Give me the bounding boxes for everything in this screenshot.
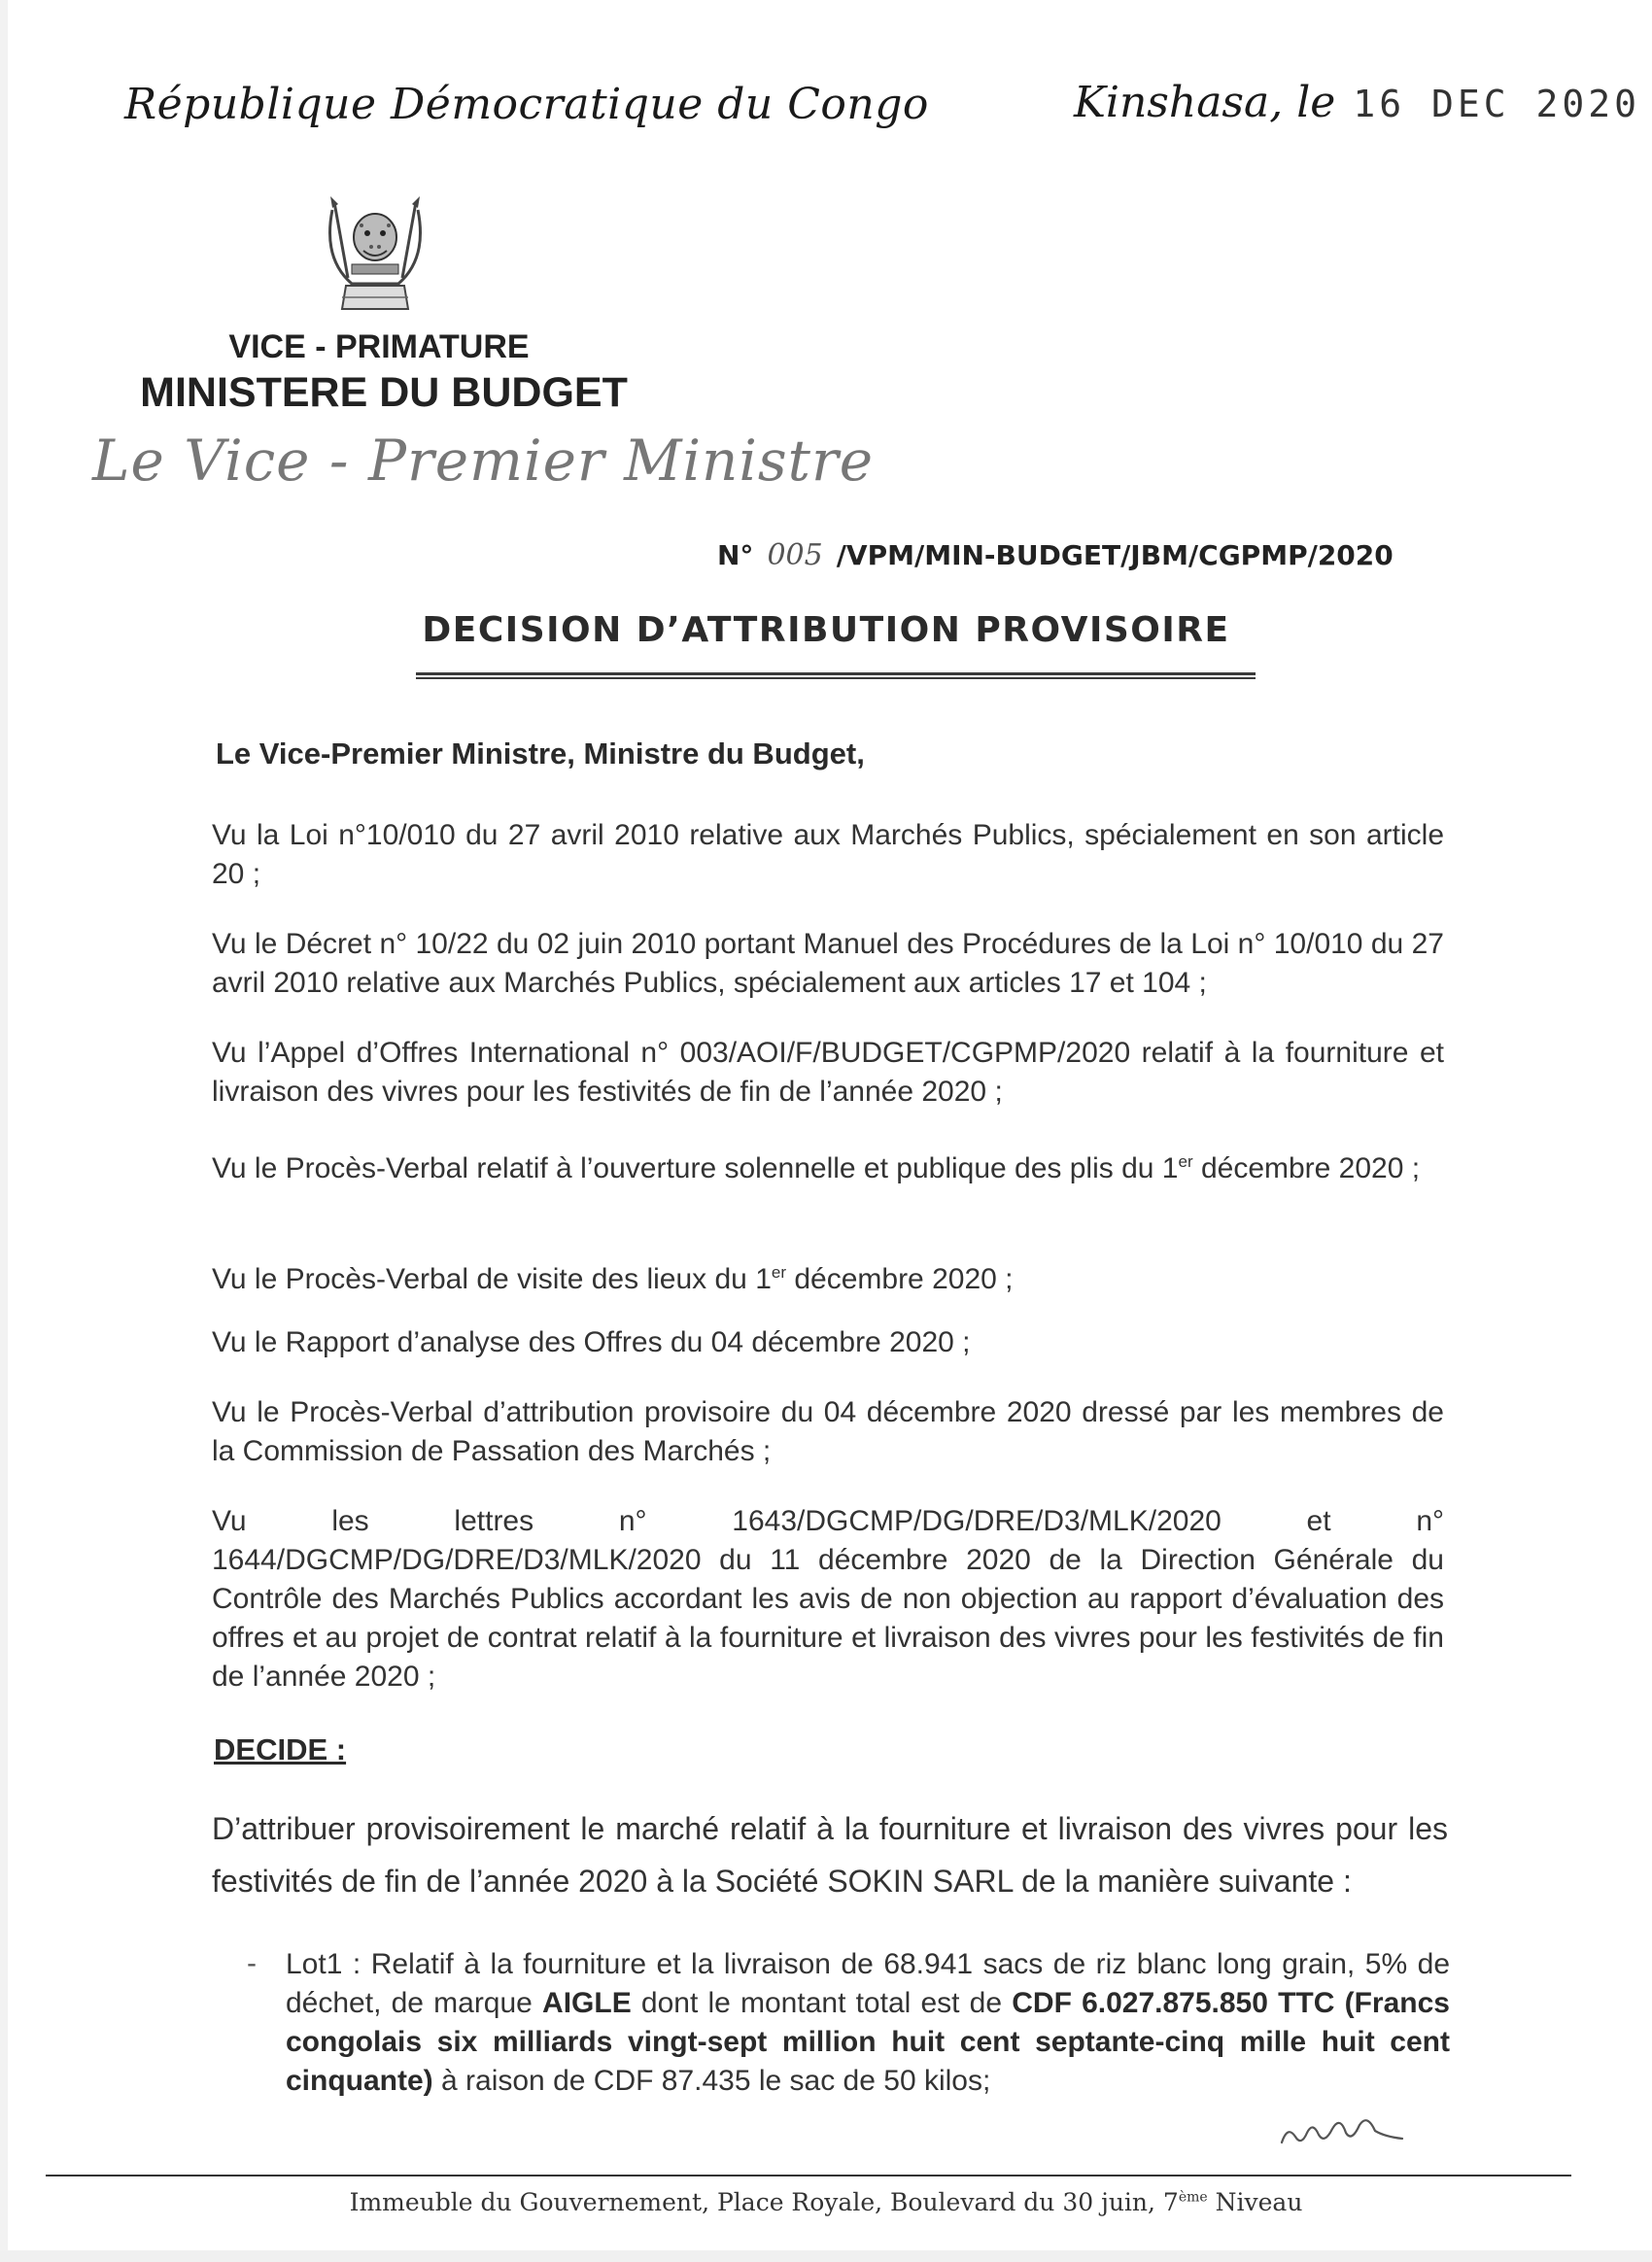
footer-address-end: Niveau	[1207, 2188, 1303, 2216]
considerant-8: Vu les lettres n° 1643/DGCMP/DG/DRE/D3/MLK/2020 et n° 1644/DGCMP/DG/DRE/D3/MLK/2020 du 11 décembre 2020 de la Direction Générale du Contrôle des Marchés Publics accordant les avis de non objection au rapport d’évaluation des offres et au projet de contrat relatif à la fourniture et livraison des vivres pour les festivités de fin de l’année 2020 ;	[212, 1505, 1444, 1693]
considerant-3: Vu l’Appel d’Offres International n° 003/AOI/F/BUDGET/CGPMP/2020 relatif à la fourniture et livraison des vivres pour les festivités de fin de l’année 2020 ;	[212, 1037, 1444, 1108]
decide-heading: DECIDE :	[214, 1732, 347, 1766]
title-underline	[416, 672, 1256, 679]
lot1-bullet: -	[247, 1947, 257, 1979]
attribution-paragraph: D’attribuer provisoirement le marché relatif à la fourniture et livraison des vivres pour les festivités de fin de l’année 2020 à la Société SOKIN SARL de la manière suivante :	[212, 1811, 1448, 1899]
date-stamp: 16 DEC 2020	[1353, 83, 1640, 125]
vice-primature-heading: VICE - PRIMATURE	[228, 328, 530, 365]
lot1-text-c: à raison de CDF 87.435 le sac de 50 kilos;	[432, 2065, 991, 2097]
republic-header: République Démocratique du Congo	[124, 80, 929, 129]
reference-prefix: N°	[717, 539, 754, 571]
lot1-text-b: dont le montant total est de	[631, 1987, 1013, 2019]
date-line	[1074, 78, 1640, 127]
considerant-6: Vu le Rapport d’analyse des Offres du 04 décembre 2020 ;	[212, 1326, 971, 1358]
footer-address	[0, 2188, 1652, 2216]
footer-address-text: Immeuble du Gouvernement, Place Royale, Boulevard du 30 juin, 7	[349, 2188, 1179, 2216]
footer-address-sup: ème	[1178, 2189, 1208, 2206]
place-label: Kinshasa, le	[1074, 78, 1336, 127]
reference-handwritten-number: 005	[767, 538, 823, 572]
considerant-4	[212, 1143, 1444, 1188]
considerant-5-end: décembre 2020 ;	[786, 1263, 1014, 1295]
considerant-5	[212, 1253, 1444, 1299]
intro-line: Le Vice-Premier Ministre, Ministre du Budget,	[216, 737, 865, 771]
coat-of-arms-emblem	[313, 190, 437, 315]
scan-bottom-edge	[0, 2250, 1652, 2262]
ministry-heading: MINISTERE DU BUDGET	[140, 369, 628, 416]
reference-suffix: /VPM/MIN-BUDGET/JBM/CGPMP/2020	[836, 539, 1394, 571]
handwritten-initials	[1278, 2104, 1414, 2152]
considerant-4-sup: er	[1178, 1152, 1193, 1171]
vice-premier-ministre-title: Le Vice - Premier Ministre	[92, 428, 875, 494]
considerant-5-text: Vu le Procès-Verbal de visite des lieux du 1	[212, 1263, 772, 1295]
reference-number	[717, 538, 1394, 572]
decision-title: DECISION D’ATTRIBUTION PROVISOIRE	[422, 610, 1230, 650]
lot1-amount: CDF 6.027.875.850 TTC (Francs congolais six milliards vingt-sept million huit cent septante-cinq mille huit cent cinquante)	[286, 1987, 1450, 2097]
considerant-1: Vu la Loi n°10/010 du 27 avril 2010 relative aux Marchés Publics, spécialement en son article 20 ;	[212, 819, 1444, 890]
lot1-brand: AIGLE	[542, 1987, 632, 2019]
considerant-2: Vu le Décret n° 10/22 du 02 juin 2010 portant Manuel des Procédures de la Loi n° 10/010 du 27 avril 2010 relative aux Marchés Publics, spécialement aux articles 17 et 104 ;	[212, 928, 1444, 999]
considerant-5-sup: er	[771, 1263, 786, 1282]
lot1-paragraph	[286, 1945, 1450, 2101]
considerant-4-text: Vu le Procès-Verbal relatif à l’ouverture solennelle et publique des plis du 1	[212, 1152, 1179, 1184]
considerant-7: Vu le Procès-Verbal d’attribution provisoire du 04 décembre 2020 dressé par les membres de la Commission de Passation des Marchés ;	[212, 1396, 1444, 1467]
lot1-text-a: Lot1 : Relatif à la fourniture et la livraison de 68.941 sacs de riz blanc long grain, 5% de déchet, de marque	[286, 1948, 1450, 2019]
footer-rule	[46, 2175, 1571, 2176]
considerant-4-end: décembre 2020 ;	[1192, 1152, 1421, 1184]
